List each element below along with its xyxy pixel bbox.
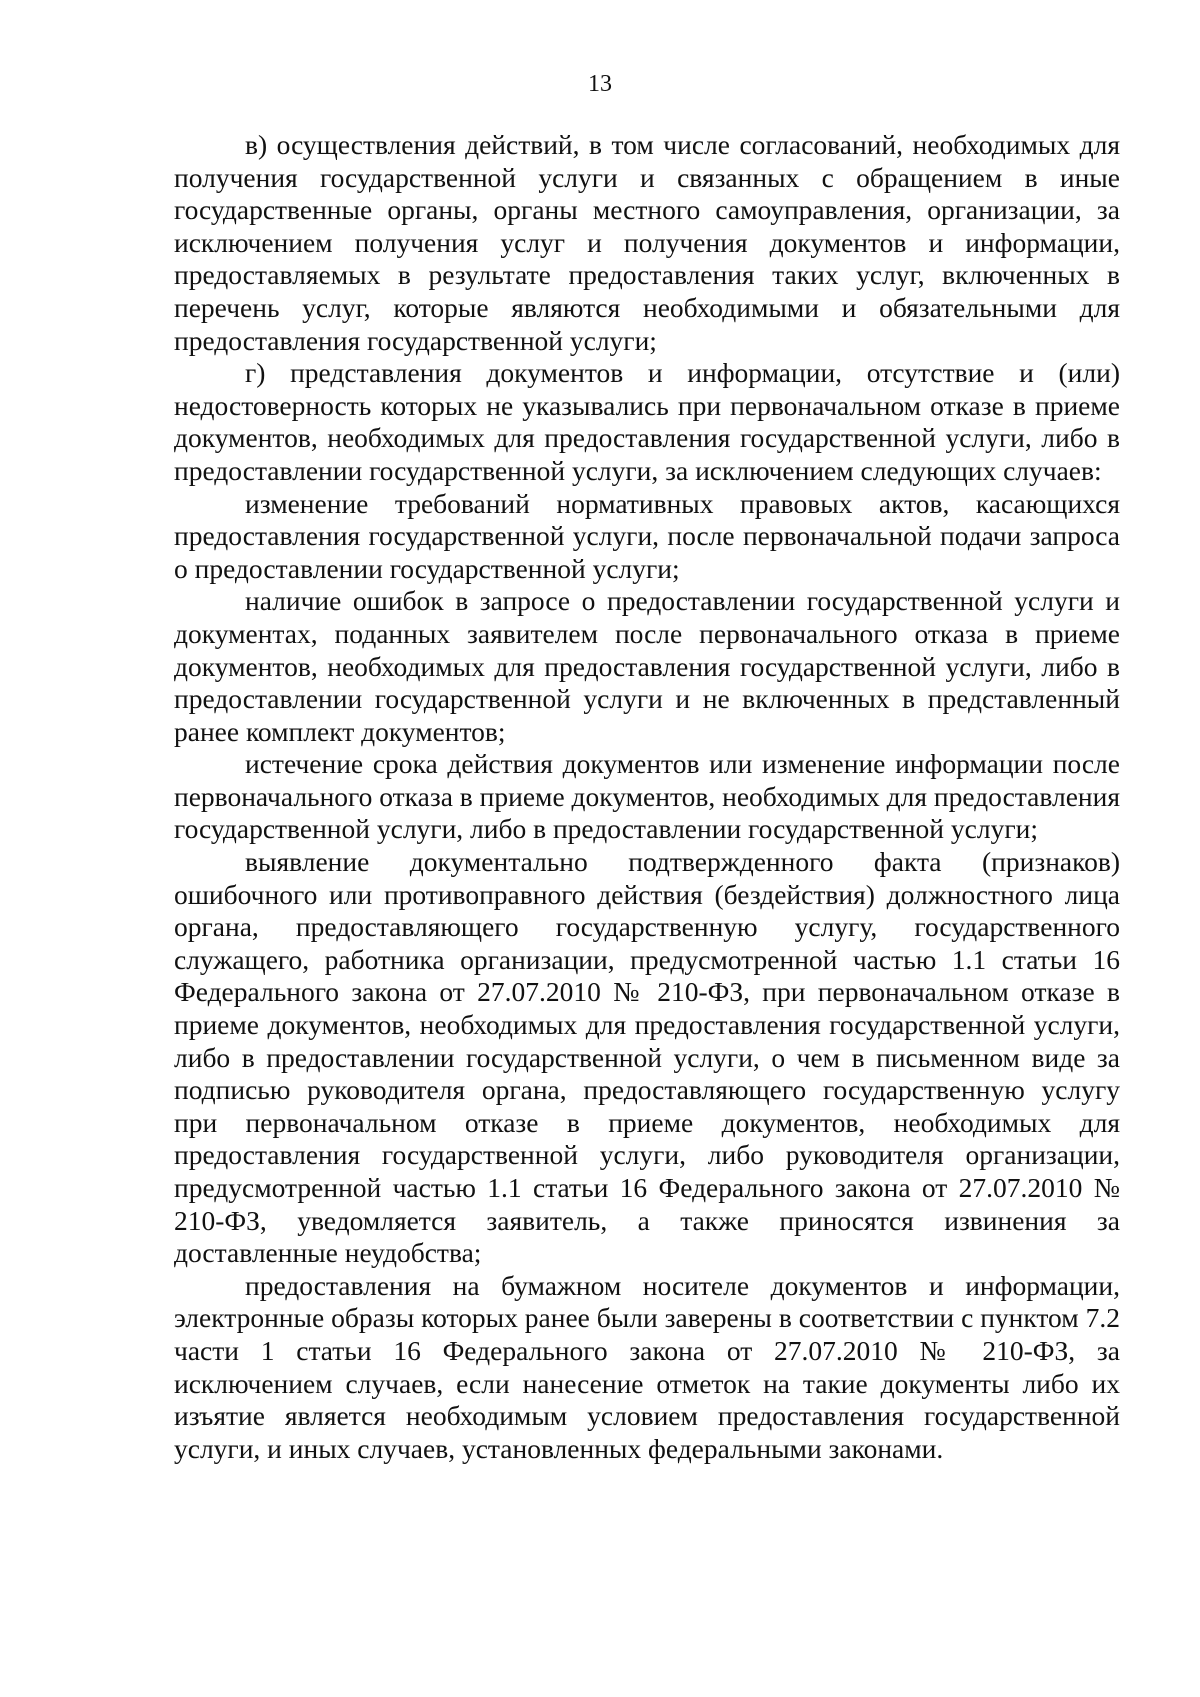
page-number: 13	[588, 71, 612, 97]
paragraph-case-errors: наличие ошибок в запросе о предоставлении государственной услуги и документах, поданных заявителем после первоначального отказа в приеме документов, необходимых для предоставления государственной услуги, либо в предоставлении государственной услуги и не включенных в представленный ранее комплект документов;	[174, 585, 1120, 747]
paragraph-v: в) осуществления действий, в том числе согласований, необходимых для получения государственной услуги и связанных с обращением в иные государственные органы, органы местного самоуправления, организации, за исключением получения услуг и получения документов и информации, предоставляемых в результате предоставления таких услуг, включенных в перечень услуг, которые являются необходимыми и обязательными для предоставления государственной услуги;	[174, 129, 1120, 356]
document-body	[174, 129, 1120, 1465]
paragraph-case-expiration: истечение срока действия документов или изменение информации после первоначального отказа в приеме документов, необходимых для предоставления государственной услуги, либо в предоставлении государственной услуги;	[174, 748, 1120, 845]
paragraph-g: г) представления документов и информации, отсутствие и (или) недостоверность которых не указывались при первоначальном отказе в приеме документов, необходимых для предоставления государственной услуги, либо в предоставлении государственной услуги, за исключением следующих случаев:	[174, 357, 1120, 486]
paragraph-case-requirements-change: изменение требований нормативных правовых актов, касающихся предоставления государственной услуги, после первоначальной подачи запроса о предоставлении государственной услуги;	[174, 487, 1120, 584]
paragraph-case-wrongful-action: выявление документально подтвержденного факта (признаков) ошибочного или противоправного действия (бездействия) должностного лица органа, предоставляющего государственную услугу, государственного служащего, работника организации, предусмотренной частью 1.1 статьи 16 Федерального закона от 27.07.2010 № 210-ФЗ, при первоначальном отказе в приеме документов, необходимых для предоставления государственной услуги, либо в предоставлении государственной услуги, о чем в письменном виде за подписью руководителя органа, предоставляющего государственную услугу при первоначальном отказе в приеме документов, необходимых для предоставления государственной услуги, либо руководителя организации, предусмотренной частью 1.1 статьи 16 Федерального закона от 27.07.2010 № 210-ФЗ, уведомляется заявитель, а также приносятся извинения за доставленные неудобства;	[174, 846, 1120, 1269]
paragraph-paper-documents: предоставления на бумажном носителе документов и информации, электронные образы которых ранее были заверены в соответствии с пунктом 7.2 части 1 статьи 16 Федерального закона от 27.07.2010 № 210-ФЗ, за исключением случаев, если нанесение отметок на такие документы либо их изъятие является необходимым условием предоставления государственной услуги, и иных случаев, установленных федеральными законами.	[174, 1269, 1120, 1464]
